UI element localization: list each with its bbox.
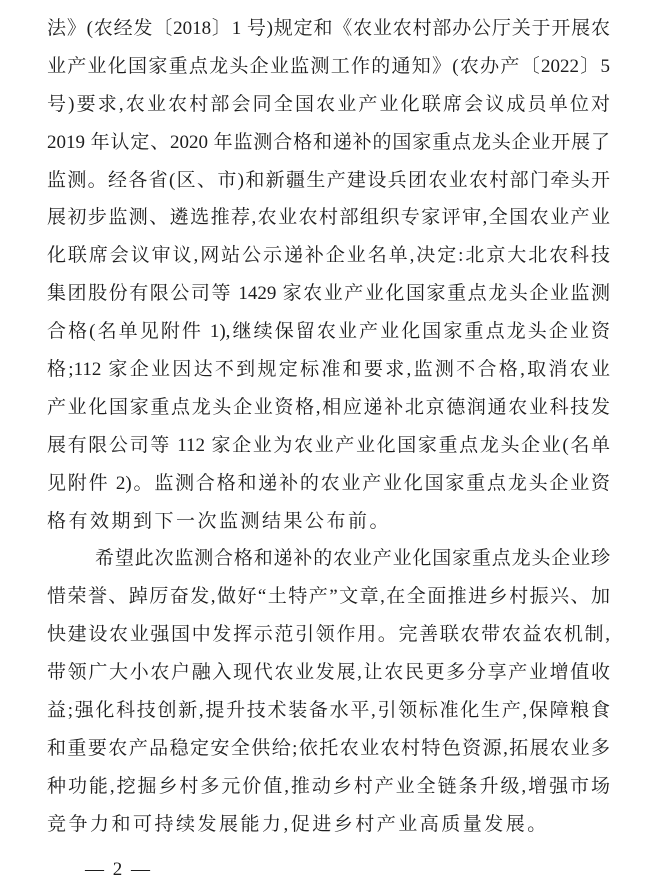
text-line: 格;112 家企业因达不到规定标准和要求,监测不合格,取消农业: [47, 359, 610, 381]
text-line: 集团股份有限公司等 1429 家农业产业化国家重点龙头企业监测: [47, 283, 610, 305]
text-line: 化联席会议审议,网站公示递补企业名单,决定:北京大北农科技: [47, 245, 610, 267]
text-line: 法》(农经发〔2018〕1 号)规定和《农业农村部办公厅关于开展农: [47, 18, 610, 39]
text-line: 合格(名单见附件 1),继续保留农业产业化国家重点龙头企业资: [47, 321, 610, 343]
text-line: 号)要求,农业农村部会同全国农业产业化联席会议成员单位对: [47, 93, 610, 115]
text-line: 展有限公司等 112 家企业为农业产业化国家重点龙头企业(名单: [47, 434, 610, 456]
text-line: 快建设农业强国中发挥示范引领作用。完善联农带农益农机制,: [47, 624, 610, 646]
text-line: 种功能,挖掘乡村多元价值,推动乡村产业全链条升级,增强市场: [47, 775, 610, 797]
text-line: 惜荣誉、踔厉奋发,做好“土特产”文章,在全面推进乡村振兴、加: [47, 586, 610, 608]
text-line: 业产业化国家重点龙头企业监测工作的通知》(农办产〔2022〕5: [47, 55, 610, 77]
page-number: — 2 —: [85, 859, 152, 880]
document-body: [47, 10, 610, 844]
text-line: 展初步监测、遴选推荐,农业农村部组织专家评审,全国农业产业: [47, 207, 610, 229]
text-line: 竞争力和可持续发展能力,促进乡村产业高质量发展。: [47, 813, 549, 835]
text-line: 益;强化科技创新,提升技术装备水平,引领标准化生产,保障粮食: [47, 700, 610, 722]
text-line: 和重要农产品稳定安全供给;依托农业农村特色资源,拓展农业多: [47, 737, 610, 759]
text-line: 监测。经各省(区、市)和新疆生产建设兵团农业农村部门牵头开: [47, 169, 610, 191]
text-line: 带领广大小农户融入现代农业发展,让农民更多分享产业增值收: [47, 662, 610, 684]
text-line: 希望此次监测合格和递补的农业产业化国家重点龙头企业珍: [95, 548, 610, 570]
text-line: 格有效期到下一次监测结果公布前。: [47, 510, 392, 532]
text-line: 2019 年认定、2020 年监测合格和递补的国家重点龙头企业开展了: [47, 131, 610, 153]
text-line: 见附件 2)。监测合格和递补的农业产业化国家重点龙头企业资: [47, 472, 610, 494]
text-line: 产业化国家重点龙头企业资格,相应递补北京德润通农业科技发: [47, 396, 610, 418]
